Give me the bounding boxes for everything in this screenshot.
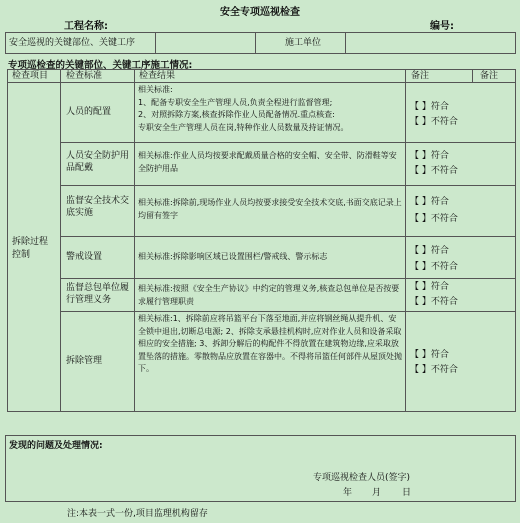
row-2-option-pass[interactable]: 【 】符合 bbox=[410, 151, 449, 161]
row-2-option-fail[interactable]: 【 】不符合 bbox=[410, 166, 458, 176]
header-remark-1: 备注 bbox=[411, 71, 430, 81]
row-6-result: 相关标准:1、拆除前应将吊篮平台下落至地面,并应将钢丝绳从提升机、安全锁中退出,切断总电源; 2、拆除支承悬挂机构时,应对作业人员和设备采取相应的安全措施; 3、拆卸分解后的构配件不得放置在建筑物边缘,应采取放置坠落的措施。零散物品应放置在容器中。不得将吊篮任何部件从屋顶处抛下。 bbox=[138, 314, 402, 373]
row-6-option-pass[interactable]: 【 】符合 bbox=[410, 350, 449, 360]
row-6-option-fail[interactable]: 【 】不符合 bbox=[410, 365, 458, 375]
section-title: 专项巡检查的关键部位、关键工序施工情况: bbox=[8, 60, 193, 71]
row-1-standard: 人员的配置 bbox=[66, 107, 112, 117]
row-1-option-pass[interactable]: 【 】符合 bbox=[410, 102, 449, 112]
row-5-option-fail[interactable]: 【 】不符合 bbox=[410, 297, 458, 307]
header-check-standard: 检查标准 bbox=[66, 71, 103, 81]
header-check-item: 检查项目 bbox=[12, 71, 49, 81]
row-3-standard: 监督安全技术交底实施 bbox=[66, 196, 130, 218]
project-name-label: 工程名称: bbox=[64, 21, 108, 32]
row-5-standard: 监督总包单位履行管理义务 bbox=[66, 283, 130, 305]
row-3-option-pass[interactable]: 【 】符合 bbox=[410, 197, 449, 207]
row-4-option-pass[interactable]: 【 】符合 bbox=[410, 246, 449, 256]
project-name-cell: 拆除过程控制 bbox=[12, 237, 49, 260]
issues-label: 发现的问题及处理情况: bbox=[9, 441, 103, 451]
footnote: 注:本表一式一份,项目监理机构留存 bbox=[67, 509, 208, 519]
number-label: 编号: bbox=[430, 21, 454, 32]
row-5-option-pass[interactable]: 【 】符合 bbox=[410, 282, 449, 292]
row-3-result: 相关标准:拆除前,现场作业人员均按要求接受安全技术交底,书面交底记录上均留有签字 bbox=[138, 198, 402, 220]
contractor-label: 施工单位 bbox=[285, 38, 322, 48]
row-4-standard: 警戒设置 bbox=[66, 252, 103, 262]
key-parts-label: 安全巡视的关键部位、关键工序 bbox=[9, 38, 136, 48]
row-1-option-fail[interactable]: 【 】不符合 bbox=[410, 117, 458, 127]
date-day: 日 bbox=[402, 488, 412, 498]
header-remark-2: 备注 bbox=[480, 71, 499, 81]
row-4-result: 相关标准:拆除影响区域已设置围栏/警戒线、警示标志 bbox=[138, 252, 328, 261]
date-year: 年 bbox=[343, 488, 353, 498]
header-check-result: 检查结果 bbox=[139, 71, 176, 81]
row-2-result: 相关标准:作业人员均按要求配戴质量合格的安全帽、安全带、防滑鞋等安全防护用品 bbox=[138, 151, 397, 173]
row-3-option-fail[interactable]: 【 】不符合 bbox=[410, 214, 458, 224]
row-4-option-fail[interactable]: 【 】不符合 bbox=[410, 262, 458, 272]
row-1-result: 相关标准: 1、配备专职安全生产管理人员,负责全程进行监督管理; 2、对照拆除方案,核查拆除作业人员配备情况.重点核查: 专职安全生产管理人员在岗,特种作业人员数量及持证情况。 bbox=[138, 85, 349, 132]
row-6-standard: 拆除管理 bbox=[66, 356, 103, 366]
row-5-result: 相关标准:按照《安全生产协议》中约定的管理义务,核查总包单位是否按要求履行管理职责 bbox=[138, 284, 400, 306]
row-2-standard: 人员安全防护用品配戴 bbox=[66, 151, 130, 173]
form-title: 安全专项巡视检查 bbox=[220, 7, 300, 18]
date-month: 月 bbox=[372, 488, 382, 498]
signature-label: 专项巡视检查人员(签字) bbox=[313, 473, 411, 483]
